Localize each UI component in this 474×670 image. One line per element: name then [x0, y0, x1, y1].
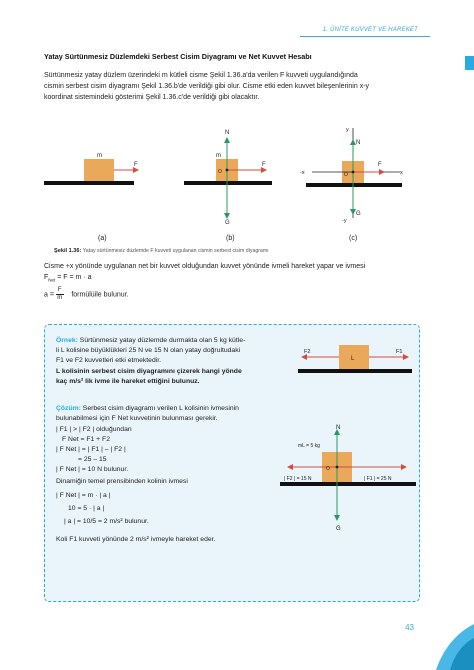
sol-step-10: Koli F1 kuvveti yönünde 2 m/s² ivmeyle hareket eder. [56, 536, 216, 543]
fig-b-mass: m [216, 153, 221, 159]
fig-c-normal: N [356, 140, 361, 146]
eq-acceleration: a = $\frac{F}{m}$ formülüile bulunur. [44, 287, 129, 302]
example-label: Örnek: [56, 337, 78, 344]
intro-line-3: koordinat sistemindeki gösterimi Şekil 1.36.c'de verildiği gibi olacaktır. [44, 94, 260, 101]
net-force-paragraph [44, 262, 430, 302]
example-f2: F2 [304, 349, 311, 355]
fig-c-neg-x: -x [300, 170, 305, 176]
corner-decoration [424, 624, 474, 670]
sol-step-7: | F Net | = m · | a | [56, 492, 111, 499]
fig-a-label: (a) [98, 235, 107, 242]
sol-step-9: | a | = 10/5 = 2 m/s² bulunur. [64, 518, 149, 525]
example-line-3: F1 ve F2 kuvvetleri etki etmektedir. [56, 357, 162, 365]
example-text [56, 336, 296, 387]
fig-c-label: (c) [349, 235, 358, 242]
intro-paragraph [44, 70, 430, 103]
solution-text [56, 404, 306, 545]
para2-line-1: Cisme +x yönünde uygulanan net bir kuvvet olduğundan kuvvet yönünde ivmeli hareket yapar ve ivmesi [44, 263, 366, 270]
header-rule [300, 36, 430, 37]
fig-c-x: x [400, 170, 403, 176]
figure-caption [54, 248, 269, 254]
eq-net-force: $F_{Net} = F = m \cdot a$ [44, 273, 92, 282]
fig-b-normal: N [225, 130, 230, 136]
sol-fig-normal: N [336, 425, 341, 431]
fig-a-force: F [134, 162, 138, 168]
fig-c-y: y [346, 127, 349, 133]
fig-b-weight: G [225, 220, 230, 226]
fig-b-force: F [262, 162, 266, 168]
intro-line-2: cismin serbest cisim diyagramı Şekil 1.36.b'de verildiği gibi olur. Cisme etki eden kuvvet bileşenlerinin x-y [44, 83, 370, 90]
example-line-1: Sürtünmesiz yatay düzlemde durmakta olan 5 kg kütle- [77, 337, 246, 344]
eq1-rest: = F = m · a [55, 273, 92, 281]
sol-step-6: Dinamiğin temel prensibinden kolinin ivmesi [56, 478, 188, 485]
caption-bold: Şekil 1.36: [54, 248, 82, 254]
figure-c [300, 127, 403, 242]
eq1-f: F [44, 273, 49, 281]
eq2-rest: formülüile bulunur. [71, 291, 129, 299]
sol-fig-origin: O [326, 466, 330, 472]
example-line-2: li L kolisine büyüklükleri 25 N ve 15 N olan yatay doğrultudaki [56, 347, 241, 355]
page-number: 43 [405, 623, 414, 632]
fig-c-origin: O [344, 172, 348, 178]
sol-fig-f1: | F1 | = 25 N [364, 476, 392, 482]
caption-text: Yatay sürtünmesiz düzlemde F kuvveti uygulanan cismin serbest cisim diyagramı [81, 248, 269, 254]
section-title: Yatay Sürtünmesiz Düzlemdeki Serbest Cisim Diyagramı ve Net Kuvvet Hesabı [44, 52, 312, 61]
example-box-label: L [351, 356, 355, 362]
fig-a-mass: m [97, 153, 102, 159]
solution-line-1: Serbest cisim diyagramı verilen L kolisinin ivmesinin [80, 405, 239, 412]
sol-fig-weight: G [336, 526, 341, 532]
figure-a [44, 153, 138, 242]
sol-fig-mass: mL = 5 kg [298, 443, 320, 449]
sol-step-1: | F1 | > | F2 | olduğundan [56, 426, 132, 433]
solution-figure [280, 420, 416, 538]
fig-c-force: F [378, 162, 382, 168]
intro-line-1: Sürtünmesiz yatay düzlem üzerindeki m kütleli cisme Şekil 1.36.a'da verilen F kuvveti uygulandığında [44, 72, 358, 79]
side-tab [465, 56, 474, 70]
sol-step-8: 10 = 5 · | a | [68, 505, 105, 512]
fig-b-origin: O [218, 169, 222, 175]
solution-line-2: bulunabilmesi için F Net kuvvetinin bulunması gerekir. [56, 415, 218, 422]
example-f1: F1 [396, 349, 403, 355]
header-text: 1. ÜNİTE KUVVET VE HAREKET [322, 27, 418, 33]
example-figure [298, 338, 412, 378]
fig-c-weight: G [356, 211, 361, 217]
fig-b-label: (b) [226, 235, 235, 242]
sol-step-2: F Net = F1 + F2 [62, 436, 110, 443]
example-bold-1: L kolisinin serbest cisim diyagramını çizerek hangi yönde [56, 367, 242, 375]
sol-step-5: | F Net | = 10 N bulunur. [56, 466, 129, 473]
sol-step-4: = 25 – 15 [78, 456, 107, 463]
fig-c-neg-y: -y [342, 218, 347, 224]
sol-step-3: | F Net | = | F1 | – | F2 | [56, 446, 126, 453]
example-bold-2: kaç m/s² lik ivme ile hareket ettiğini bulunuz. [56, 377, 200, 385]
figure-1-36 [44, 118, 430, 258]
sol-fig-f2: | F2 | = 15 N [284, 476, 312, 482]
solution-label: Çözüm: [56, 405, 81, 412]
figure-b [184, 130, 272, 242]
